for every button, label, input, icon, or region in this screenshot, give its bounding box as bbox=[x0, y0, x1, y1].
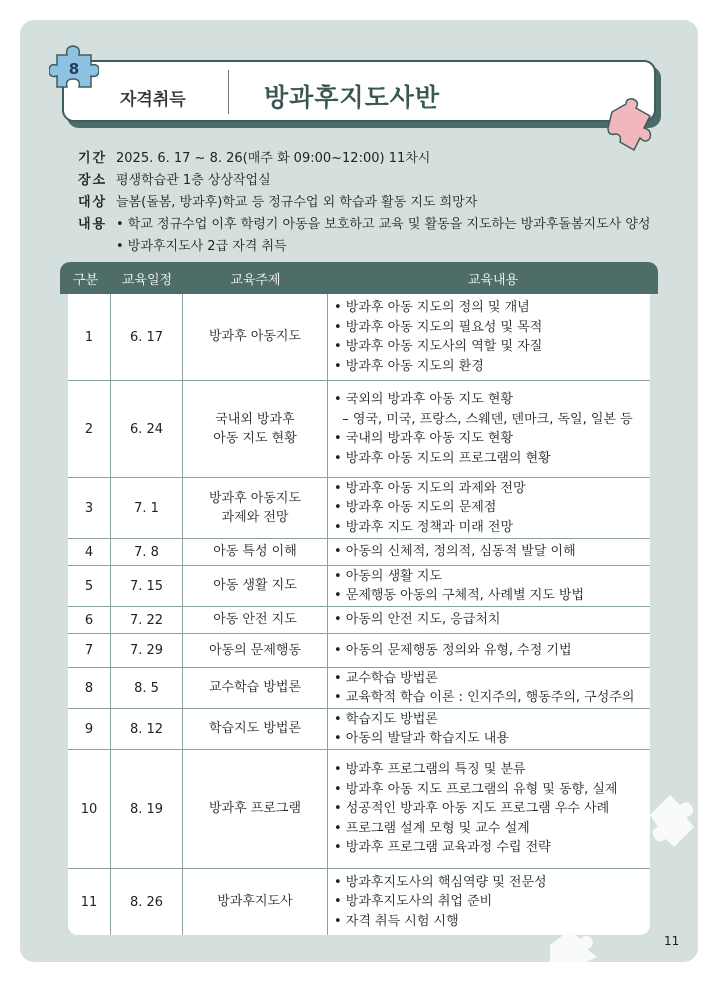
topic-lines bbox=[209, 489, 301, 528]
table-row bbox=[68, 634, 650, 668]
content-line: • 방과후 아동 지도의 필요성 및 목적 bbox=[334, 319, 543, 335]
cell-date: 8. 12 bbox=[111, 709, 183, 749]
cell-content bbox=[328, 750, 650, 868]
info-key: 장소 bbox=[78, 173, 108, 188]
info-key: 내용 bbox=[78, 217, 108, 232]
cell-no: 6 bbox=[68, 607, 111, 633]
table-row bbox=[68, 566, 650, 607]
info-key bbox=[78, 236, 116, 258]
topic-lines bbox=[213, 410, 297, 449]
cell-topic bbox=[183, 869, 328, 935]
info-row bbox=[78, 214, 650, 236]
topic-line: 학습지도 방법론 bbox=[208, 721, 302, 737]
topic-lines bbox=[209, 678, 301, 698]
header-date: 교육일정 bbox=[121, 272, 173, 288]
info-row bbox=[78, 170, 650, 192]
topic-line: 교수학습 방법론 bbox=[208, 680, 302, 696]
content-line: • 성공적인 방과후 아동 지도 프로그램 우수 사례 bbox=[334, 801, 610, 817]
info-key: 대상 bbox=[78, 195, 108, 210]
table-row bbox=[68, 381, 650, 478]
content-line: • 자격 취득 시험 시행 bbox=[334, 913, 459, 929]
info-row bbox=[78, 192, 650, 214]
cell-content bbox=[328, 634, 650, 667]
content-line: • 방과후 아동 지도의 환경 bbox=[334, 358, 484, 374]
info-value: • 학교 정규수업 이후 학령기 아동을 보호하고 교육 및 활동을 지도하는 방과후돌봄지도사 양성 bbox=[116, 217, 651, 232]
cell-content bbox=[328, 294, 650, 380]
content-line: • 문제행동 아동의 구체적, 사례별 지도 방법 bbox=[334, 588, 585, 603]
header-content: 교육내용 bbox=[467, 272, 519, 288]
schedule-table bbox=[60, 262, 658, 935]
cell-topic bbox=[183, 750, 328, 868]
cell-no: 3 bbox=[68, 478, 111, 538]
table-row bbox=[68, 869, 650, 935]
topic-line: 아동 특성 이해 bbox=[213, 544, 297, 560]
cell-date: 8. 5 bbox=[111, 668, 183, 708]
table-header bbox=[60, 262, 658, 294]
content-line: • 아동의 문제행동 정의와 유형, 수정 기법 bbox=[334, 642, 572, 658]
topic-lines bbox=[217, 892, 292, 912]
content-line: • 방과후 아동 지도의 과제와 전망 bbox=[334, 480, 526, 496]
topic-line: 아동 안전 지도 bbox=[213, 612, 297, 628]
content-line: • 방과후 아동 지도 프로그램의 유형 및 동향, 실제 bbox=[334, 781, 618, 797]
cell-content bbox=[328, 869, 650, 935]
info-value: 평생학습관 1층 상상작업실 bbox=[116, 173, 271, 188]
cell-no: 7 bbox=[68, 634, 111, 667]
cell-no: 9 bbox=[68, 709, 111, 749]
content-line: • 프로그램 설계 모형 및 교수 설계 bbox=[334, 820, 530, 836]
info-value: • 방과후지도사 2급 자격 취득 bbox=[116, 239, 287, 254]
info-key: 기간 bbox=[78, 151, 108, 166]
page-number: 11 bbox=[664, 934, 680, 948]
table-row bbox=[68, 478, 650, 539]
cell-topic bbox=[183, 607, 328, 633]
table-row bbox=[68, 709, 650, 750]
topic-line: 아동 생활 지도 bbox=[213, 578, 297, 594]
topic-line: 방과후 아동지도 bbox=[208, 329, 302, 345]
content-line: • 교수학습 방법론 bbox=[334, 670, 438, 686]
cell-content bbox=[328, 539, 650, 565]
topic-lines bbox=[213, 610, 297, 630]
cell-topic bbox=[183, 634, 328, 667]
title-divider bbox=[228, 70, 229, 114]
cell-content bbox=[328, 668, 650, 708]
cell-no: 1 bbox=[68, 294, 111, 380]
cell-date: 8. 26 bbox=[111, 869, 183, 935]
topic-lines bbox=[209, 327, 301, 347]
cell-date: 7. 1 bbox=[111, 478, 183, 538]
topic-lines bbox=[213, 576, 297, 596]
content-line: • 국외의 방과후 아동 지도 현황 bbox=[334, 392, 514, 407]
topic-line: 방과후 프로그램 bbox=[208, 801, 302, 817]
content-line: • 국내의 방과후 아동 지도 현황 bbox=[334, 431, 514, 446]
table-row bbox=[68, 750, 650, 869]
cell-no: 4 bbox=[68, 539, 111, 565]
cell-no: 11 bbox=[68, 869, 111, 935]
cell-content bbox=[328, 607, 650, 633]
info-row bbox=[78, 236, 650, 258]
cell-date: 7. 29 bbox=[111, 634, 183, 667]
content-line: • 아동의 안전 지도, 응급처치 bbox=[334, 612, 501, 628]
content-line: • 방과후 아동 지도의 문제점 bbox=[334, 500, 497, 516]
cell-content bbox=[328, 566, 650, 606]
cell-no: 8 bbox=[68, 668, 111, 708]
header-topic: 교육주제 bbox=[230, 272, 281, 288]
cell-topic bbox=[183, 539, 328, 565]
content-line: • 방과후 프로그램의 특징 및 분류 bbox=[334, 762, 526, 778]
topic-line: 과제와 전망 bbox=[221, 510, 289, 525]
topic-line: 방과후 아동지도 bbox=[208, 490, 302, 506]
content-line: • 방과후 프로그램 교육과정 수립 전략 bbox=[334, 840, 551, 856]
content-line: • 방과후 아동 지도사의 역할 및 자질 bbox=[334, 339, 543, 354]
topic-lines bbox=[209, 799, 301, 819]
cell-topic bbox=[183, 566, 328, 606]
content-line: • 방과후 아동 지도의 프로그램의 현황 bbox=[334, 450, 551, 466]
cell-date: 7. 22 bbox=[111, 607, 183, 633]
info-row bbox=[78, 148, 650, 170]
content-line: • 학습지도 방법론 bbox=[334, 711, 438, 727]
content-line: • 방과후지도사의 취업 준비 bbox=[334, 894, 493, 910]
cell-topic bbox=[183, 381, 328, 477]
cell-content bbox=[328, 381, 650, 477]
cell-no: 5 bbox=[68, 566, 111, 606]
content-line: • 방과후지도사의 핵심역량 및 전문성 bbox=[334, 874, 547, 890]
cell-topic bbox=[183, 294, 328, 380]
table-row bbox=[68, 607, 650, 634]
cell-topic bbox=[183, 668, 328, 708]
content-line: • 아동의 생활 지도 bbox=[334, 568, 442, 584]
cell-date: 6. 24 bbox=[111, 381, 183, 477]
topic-lines bbox=[213, 542, 297, 562]
topic-line: 아동 지도 현황 bbox=[213, 431, 297, 446]
cell-no: 10 bbox=[68, 750, 111, 868]
puzzle-badge-icon bbox=[49, 43, 99, 91]
header-no: 구분 bbox=[72, 272, 99, 288]
content-line: • 아동의 발달과 학습지도 내용 bbox=[334, 731, 509, 746]
table-body bbox=[68, 294, 650, 935]
topic-line: 아동의 문제행동 bbox=[208, 642, 302, 658]
badge-number: 8 bbox=[68, 60, 80, 78]
table-row bbox=[68, 668, 650, 709]
course-info bbox=[78, 148, 650, 258]
table-row bbox=[68, 294, 650, 381]
info-value: 2025. 6. 17 ~ 8. 26(매주 화 09:00~12:00) 11차시 bbox=[116, 151, 431, 166]
topic-line: 방과후지도사 bbox=[217, 894, 293, 910]
page-title: 방과후지도사반 bbox=[264, 83, 441, 112]
cell-date: 6. 17 bbox=[111, 294, 183, 380]
cell-topic bbox=[183, 709, 328, 749]
content-line: • 교육학적 학습 이론 : 인지주의, 행동주의, 구성주의 bbox=[334, 690, 635, 705]
cell-content bbox=[328, 478, 650, 538]
content-line: • 아동의 신체적, 정의적, 심동적 발달 이해 bbox=[334, 544, 576, 560]
cell-no: 2 bbox=[68, 381, 111, 477]
content-line: • 방과후 아동 지도의 정의 및 개념 bbox=[334, 300, 530, 315]
cell-date: 7. 8 bbox=[111, 539, 183, 565]
content-line: – 영국, 미국, 프랑스, 스웨덴, 덴마크, 독일, 일본 등 bbox=[334, 411, 633, 427]
cell-content bbox=[328, 709, 650, 749]
content-line: • 방과후 지도 정책과 미래 전망 bbox=[334, 519, 514, 535]
topic-line: 국내외 방과후 bbox=[215, 411, 295, 427]
info-value: 늘봄(돌봄, 방과후)학교 등 정규수업 외 학습과 활동 지도 희망자 bbox=[116, 195, 478, 210]
topic-lines bbox=[209, 641, 301, 661]
cell-topic bbox=[183, 478, 328, 538]
table-row bbox=[68, 539, 650, 566]
cell-date: 8. 19 bbox=[111, 750, 183, 868]
topic-lines bbox=[209, 719, 301, 739]
category-label: 자격취득 bbox=[120, 90, 186, 110]
cell-date: 7. 15 bbox=[111, 566, 183, 606]
